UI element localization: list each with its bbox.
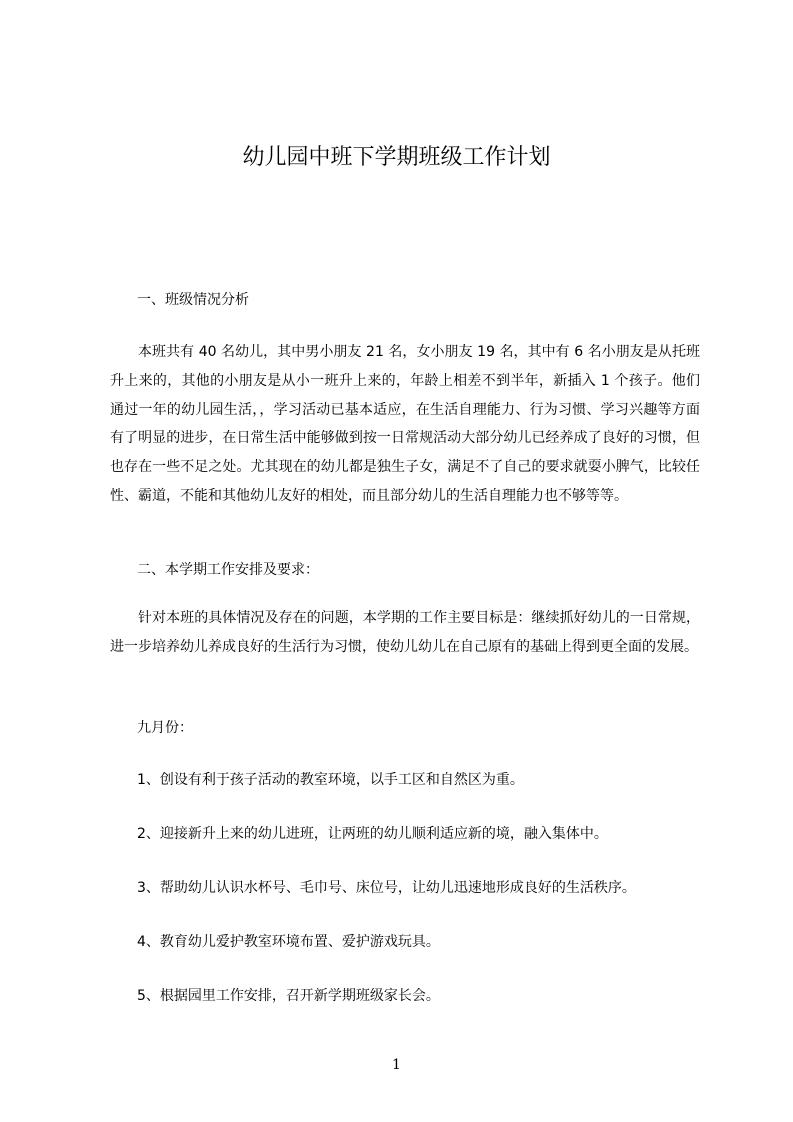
document-title: 幼儿园中班下学期班级工作计划 [242, 145, 551, 170]
section-heading-class-analysis: 一、班级情况分析 [137, 292, 249, 308]
page-number: 1 [392, 1057, 401, 1073]
paragraph-class-analysis: 本班共有 40 名幼儿，其中男小朋友 21 名，女小朋友 19 名，其中有 6 名小朋友是从托班升上来的，其他的小朋友是从小一班升上来的，年龄上相差不到半年，新插入 1 个孩子。他们通过一年的幼儿园生活，，学习活动已基本适应，在生活自理能力、行为习惯、学习兴趣等方面有了明显的进步，在日常生活中能够做到按一日常规活动大部分幼儿已经养成了良好的习惯，但也存在一些不足之处。尤其现在的幼儿都是独生子女，满足不了自己的要求就耍小脾气，比较任性、霸道，不能和其他幼儿友好的相处，而且部分幼儿的生活自理能力也不够等等。 [110, 344, 700, 504]
list-item: 3、帮助幼儿认识水杯号、毛巾号、床位号，让幼儿迅速地形成良好的生活秩序。 [137, 880, 636, 896]
list-item: 1、创设有利于孩子活动的教室环境，以手工区和自然区为重。 [137, 772, 524, 788]
list-item: 4、教育幼儿爱护教室环境布置、爱护游戏玩具。 [137, 934, 440, 950]
list-item: 2、迎接新升上来的幼儿进班，让两班的幼儿顺利适应新的境，融入集体中。 [137, 826, 608, 842]
paragraph-work-plan: 针对本班的具体情况及存在的问题，本学期的工作主要目标是：继续抓好幼儿的一日常规，进一步培养幼儿养成良好的生活行为习惯，使幼儿幼儿在自己原有的基础上得到更全面的发展。 [110, 610, 700, 655]
list-item: 5、根据园里工作安排，召开新学期班级家长会。 [137, 988, 440, 1004]
section-heading-work-plan: 二、本学期工作安排及要求： [137, 562, 319, 578]
month-heading-september: 九月份： [137, 720, 193, 736]
